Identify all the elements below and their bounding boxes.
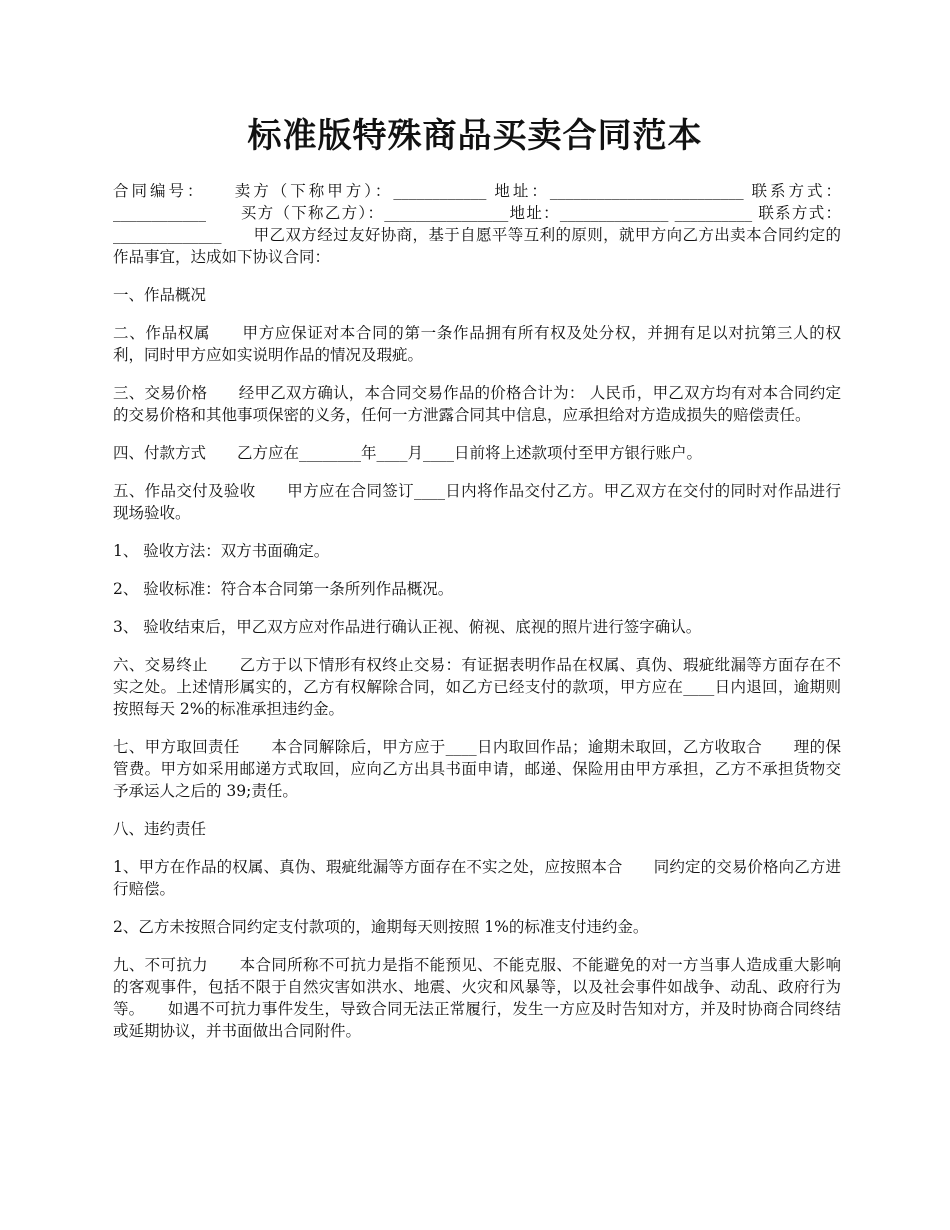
list-item-acceptance-method: 1、 验收方法：双方书面确定。 (113, 542, 330, 560)
section-termination: 六、交易终止 乙方于以下情形有权终止交易：有证据表明作品在权属、真伪、瑕疵纰漏等方面存在不实之处。上述情形属实的，乙方有权解除合同，如乙方已经支付的款项，甲方应在____日内退回，逾期则按照每天 2%的标准承担违约金。 (113, 656, 841, 718)
section-force-majeure: 九、不可抗力 本合同所称不可抗力是指不能预见、不能克服、不能避免的对一方当事人造成重大影响的客观事件，包括不限于自然灾害如洪水、地震、火灾和风暴等，以及社会事件如战争、动乱、政府行为等。 如遇不可抗力事件发生，导致合同无法正常履行，发生一方应及时告知对方，并及时协商合同终结或延期协议，并书面做出合同附件。 (113, 956, 841, 1040)
list-item-breach-seller: 1、甲方在作品的权属、真伪、瑕疵纰漏等方面存在不实之处，应按照本合 同约定的交易价格向乙方进行赔偿。 (113, 858, 841, 898)
section-ownership: 二、作品权属 甲方应保证对本合同的第一条作品拥有所有权及处分权，并拥有足以对抗第三人的权利，同时甲方应如实说明作品的情况及瑕疵。 (113, 324, 841, 364)
document-body (113, 180, 841, 1058)
section-heading-breach: 八、违约责任 (113, 820, 207, 838)
document-title: 标准版特殊商品买卖合同范本 (247, 116, 703, 156)
section-heading-work-overview: 一、作品概况 (113, 286, 207, 304)
list-item-acceptance-confirmation: 3、 验收结束后，甲乙双方应对作品进行确认正视、俯视、底视的照片进行签字确认。 (113, 618, 702, 636)
section-delivery: 五、作品交付及验收 甲方应在合同签订____日内将作品交付乙方。甲乙双方在交付的同时对作品进行现场验收。 (113, 482, 841, 522)
contract-header-paragraph: 合同编号： 卖方（下称甲方）：____________ 地址：_________________________ 联系方式：____________ 买方（下称乙方）：________________地址：______________ __________ 联系方式：______________ 甲乙双方经过友好协商，基于自愿平等互利的原则，就甲方向乙方出卖本合同约定的作品事宜，达成如下协议合同： (113, 182, 841, 266)
list-item-breach-buyer: 2、乙方未按照合同约定支付款项的，逾期每天则按照 1%的标准支付违约金。 (113, 918, 649, 936)
section-payment: 四、付款方式 乙方应在________年____月____日前将上述款项付至甲方银行账户。 (113, 444, 703, 462)
list-item-acceptance-standard: 2、 验收标准：符合本合同第一条所列作品概况。 (113, 580, 454, 598)
section-price: 三、交易价格 经甲乙双方确认，本合同交易作品的价格合计为： 人民币，甲乙双方均有对本合同约定的交易价格和其他事项保密的义务，任何一方泄露合同其中信息，应承担给对方造成损失的赔偿责任。 (113, 384, 841, 424)
section-retrieval: 七、甲方取回责任 本合同解除后，甲方应于____日内取回作品；逾期未取回，乙方收取合 理的保管费。甲方如采用邮递方式取回，应向乙方出具书面申请，邮递、保险用由甲方承担，乙方不承担货物交予承运人之后的 39;责任。 (113, 738, 841, 800)
